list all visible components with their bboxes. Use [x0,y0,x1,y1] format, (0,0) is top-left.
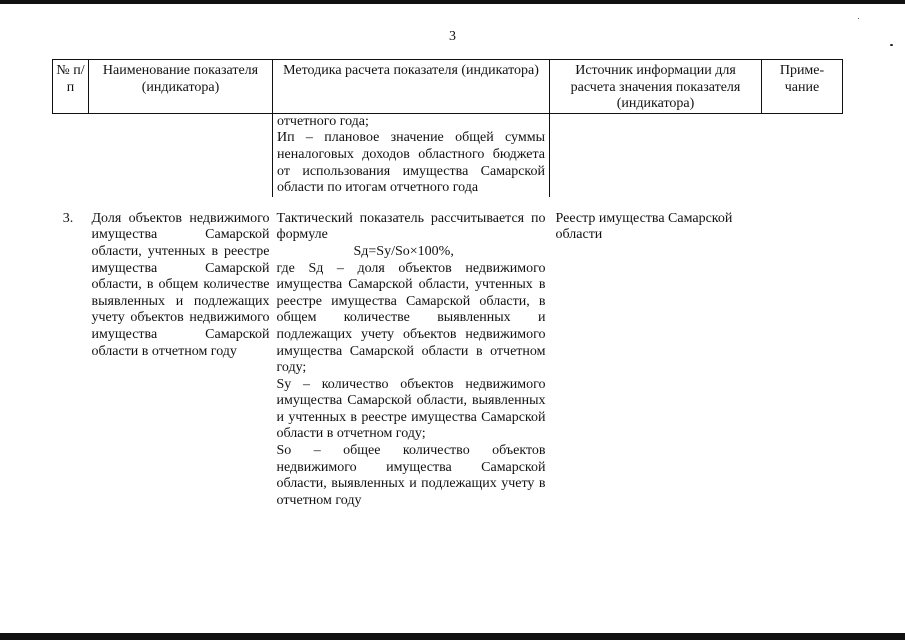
row-spacer [53,197,843,211]
cell-empty [89,113,273,196]
scan-speck [858,18,859,19]
formula: Sд=Sу/Sо×100%, [353,243,454,259]
method-cell [273,211,550,510]
method-line: Sу – количество объектов недвижимого имущества Самарской области, выявленных и учтенных в реестре имущества Самарской области в отчетном году; [276,376,546,442]
header-method: Методика расчета показателя (индикатора) [273,60,550,114]
method-line: Sо – общее количество объектов недвижимого имущества Самарской области, выявленных и подлежащих учету в отчетном году [276,443,546,508]
table-header-row [53,60,843,114]
method-intro: Тактический показатель рассчитывается по формуле [276,210,546,243]
continuation-line: Ип – плановое значение общей суммы неналоговых доходов областного бюджета от использования имущества Самарской области по итогам отчетного года [277,130,545,196]
note-cell [762,211,843,510]
top-border-bar [0,0,905,4]
method-line: где Sд – доля объектов недвижимого имущества Самарской области, учтенных в реестре имущества Самарской области, в общем количестве выявленных и подлежащих учету объектов недвижимого имущества Самарской области в отчетном году; [276,260,546,376]
cell-empty [53,113,89,196]
table-row-continuation [53,113,843,196]
cell-empty [550,113,762,196]
row-number: 3. [62,210,74,226]
indicator-table [52,59,843,509]
continuation-cell [273,113,550,196]
header-indicator-name: Наименование показателя (индикатора) [89,60,273,114]
bottom-border-bar [0,633,905,640]
table-row [53,211,843,510]
continuation-line: отчетного года; [277,113,369,129]
page-number: 3 [449,29,456,44]
indicator-name: Доля объектов недвижимого имущества Самарской области, учтенных в реестре имущества Самарской области, в общем количестве выявленных и подлежащих учету объектов недвижимого имущества Самарской области в отчетном году [91,210,270,359]
source-cell: Реестр имущества Самарской области [555,210,733,243]
header-number: № п/п [53,60,89,114]
header-note: Приме-чание [762,60,843,114]
cell-empty [762,113,843,196]
indicator-table-wrapper [52,59,842,509]
header-source: Источник информации для расчета значения показателя (индикатора) [550,60,762,114]
